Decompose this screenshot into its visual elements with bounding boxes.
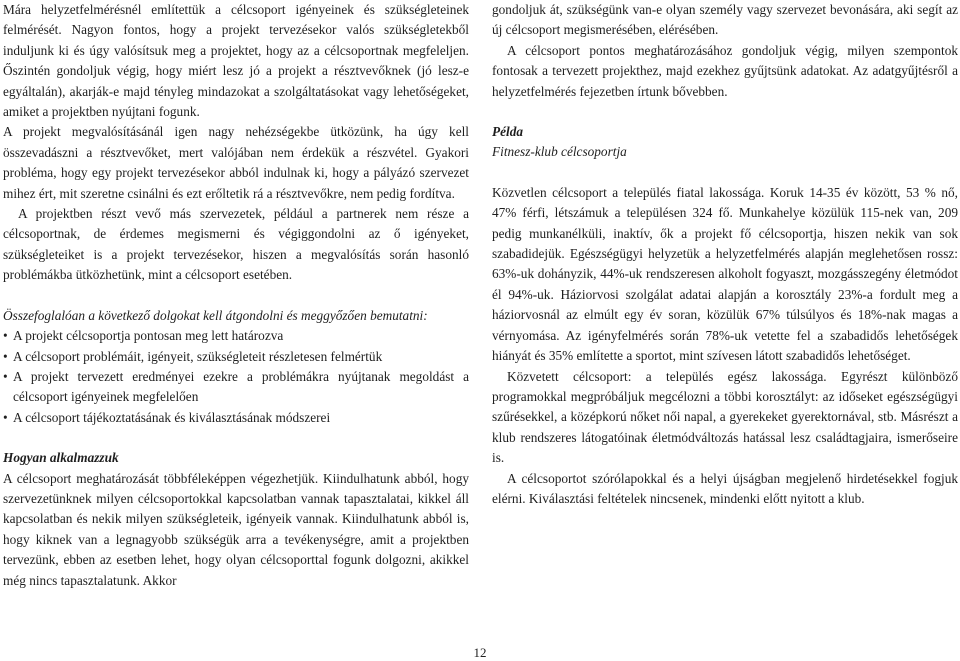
intro-paragraph bbox=[3, 0, 469, 122]
summary-intro: Összefoglalóan a következő dolgokat kell átgondolni és meggyőzően bemutatni: bbox=[3, 307, 428, 323]
criteria-paragraph: A célcsoport pontos meghatározásához gondoljuk végig, milyen szempontok fontosak a tervezett projekthez, majd ezekhez gyűjtsünk adatokat. Az adatgyűjtésről a helyzetfelmérés fejezetben írtunk bővebben. bbox=[492, 42, 958, 99]
difficulty-paragraph: A projekt megvalósításánál igen nagy nehézségekbe ütközünk, ha úgy kell összevadászni a résztvevőket, mert valójában nem érdekük a részvétel. Gyakori probléma, hogy egy projekt tervezésekor abból indulnak ki, hogy a pályázó szervezet mihez ért, mit szeretne csinálni és ezt erőltetik rá a résztvevőkre, nem pedig fordítva. bbox=[3, 124, 469, 201]
list-item bbox=[3, 408, 469, 428]
indirect-target-paragraph: Közvetett célcsoport: a település egész lakossága. Egyrészt különböző programokkal megpróbáljuk megcélozni a többi korosztályt: az időseket egészségügyi szűrésekkel, a középkorú nőket női napal, a gyerekeket gyerektornával, stb. Másrészt a klub rendszeres látogatóinak életmódváltozás hatással lesz családtagjaira, ismerőseire is. bbox=[492, 368, 958, 466]
partners-paragraph: A projektben részt vevő más szervezetek, például a partnerek nem része a célcsoportnak, de érdemes megismerni és végiggondolni az ő igényeket, szükségleteiket is a projekt tervezésekor, hiszen a megvalósítás során hasonló problémákba ütközhetünk, mint a célcsoport esetében. bbox=[3, 206, 469, 283]
section-heading: Hogyan alkalmazzuk bbox=[3, 450, 119, 466]
right-column bbox=[492, 0, 958, 509]
intro-text-continued: Őszintén gondoljuk végig, hogy miért lesz jó a projekt a résztvevőknek (jó lesz-e egyáltalán), akarják-e majd tényleg mindazokat a szolgáltatásokat vagy lehetőségeket, amiket a projektben nyújtani fogunk. bbox=[3, 63, 469, 120]
example-title: Példa bbox=[492, 124, 524, 140]
continued-paragraph: gondoljuk át, szükségünk van-e olyan személy vagy szervezet bevonására, aki segít az új célcsoport megismerésében, elérésében. bbox=[492, 2, 958, 38]
page-number: 12 bbox=[473, 645, 487, 660]
example-subtitle: Fitnesz-klub célcsoportja bbox=[492, 144, 627, 160]
list-item bbox=[3, 326, 469, 346]
list-item bbox=[3, 347, 469, 367]
bullet-icon: • bbox=[3, 348, 8, 364]
summary-bullet-list bbox=[3, 326, 469, 428]
list-item-text: A projekt tervezett eredményei ezekre a problémákra nyújtanak megoldást a célcsoport igényeinek megfelelően bbox=[13, 368, 469, 405]
list-item-text: A projekt célcsoportja pontosan meg lett határozva bbox=[13, 328, 284, 344]
spacer bbox=[492, 163, 958, 183]
left-column bbox=[3, 0, 469, 591]
bullet-icon: • bbox=[3, 368, 8, 384]
list-item-text: A célcsoport problémáit, igényeit, szükségleteit részletesen felmértük bbox=[13, 348, 383, 364]
list-item bbox=[3, 367, 469, 408]
bullet-icon: • bbox=[3, 409, 8, 425]
direct-target-paragraph: Közvetlen célcsoport a település fiatal lakossága. Koruk 14-35 év között, 53 % nő, 47% férfi, létszámuk a településen 324 fő. Munkahelye közülük 115-nek van, 209 pedig munkanélküli, inaktív, ők a projekt fő célcsoportja, hiszen nekik van sok szabadidejük. Egészségügyi helyzetük a helyzetfelmérés alapján meglehetősen rossz: 63%-uk dohányzik, 44%-uk rendszeresen alkoholt fogyaszt, mozgásszegény életmódot él 94%-uk. Háziorvosi szolgálat adatai alapján a korosztály 23%-a fordult meg a háziorvosnál az elmúlt egy év soran, közülük 67% túlsúlyos és 18%-nak magas a vérnyomása. Az igényfelmérés során 78%-uk vetette fel a szabadidős lehetőségek hiányát és 35% említette a sportot, mint szívesen látott szabadidős lehetőséget. bbox=[492, 184, 958, 364]
outreach-paragraph: A célcsoportot szórólapokkal és a helyi újságban megjelenő hirdetésekkel fogjuk elérni. Kiválasztási feltételek nincsenek, mindenki előtt nyitott a klub. bbox=[492, 470, 958, 506]
spacer bbox=[3, 286, 469, 306]
bullet-icon: • bbox=[3, 328, 8, 344]
spacer bbox=[3, 428, 469, 448]
spacer bbox=[492, 102, 958, 122]
method-paragraph: A célcsoport meghatározását többféleképpen végezhetjük. Kiindulhatunk abból, hogy szervezetünknek milyen célcsoportokkal kapcsolatban vannak tapasztalatai, kikkel áll kapcsolatban és nekik milyen szükségleteik, igényeik vannak. Kiindulhatunk abból is, hogy kiknek van a legnagyobb szükségük arra a tevékenységre, amit a projektben tervezünk, ebben az esetben lehet, hogy olyan célcsoporttal fogunk dolgozni, akikkel még nincs tapasztalatunk. Akkor bbox=[3, 470, 469, 588]
list-item-text: A célcsoport tájékoztatásának és kiválasztásának módszerei bbox=[13, 409, 331, 425]
intro-text: Mára helyzetfelmérésnél említettük a célcsoport igényeinek és szükségleteinek felmérését. Nagyon fontos, hogy a projekt tervezésekor valós szükségletekből induljunk ki és úgy valósítsuk meg a projektet, hogy az a célcsoportnak megfeleljen. bbox=[3, 2, 469, 58]
